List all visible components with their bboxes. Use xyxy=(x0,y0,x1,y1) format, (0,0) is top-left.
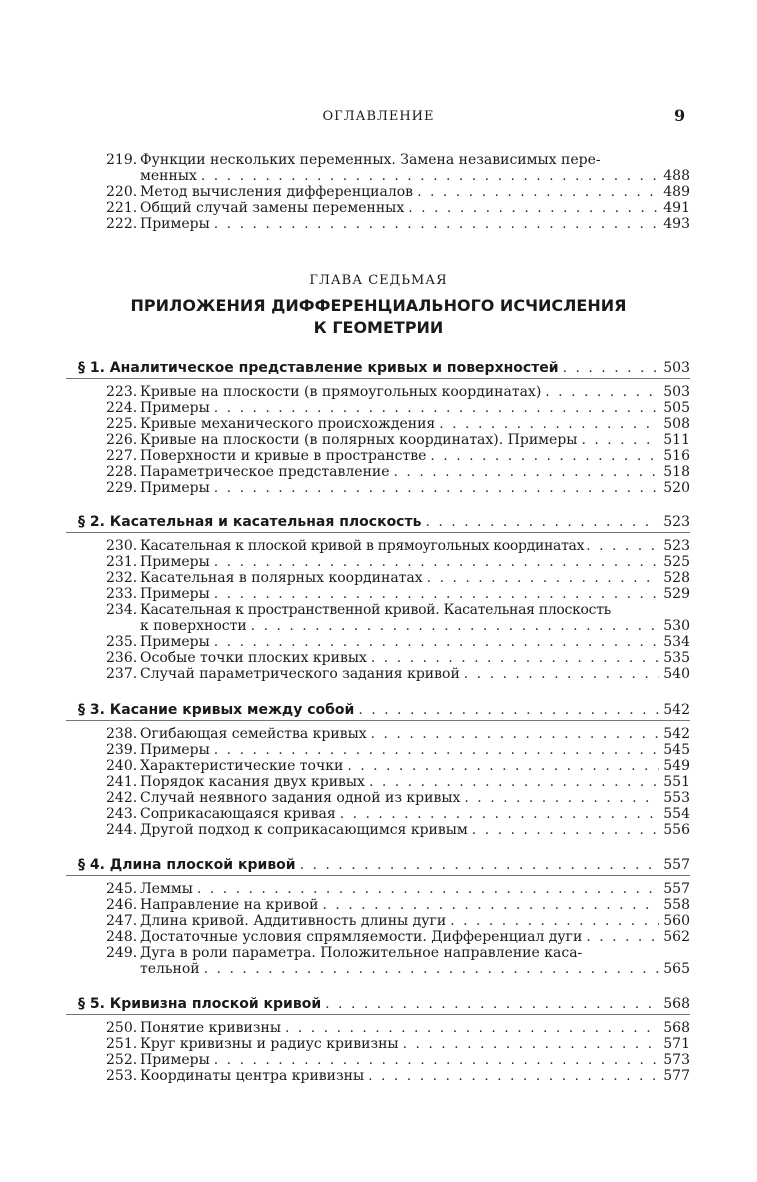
entry-title: Примеры xyxy=(140,634,210,650)
entry-number: 223. xyxy=(106,384,138,400)
toc-entry-250 xyxy=(106,1020,690,1037)
entry-number: 224. xyxy=(106,400,138,416)
entry-page: 565 xyxy=(663,961,690,977)
section-rule xyxy=(66,1014,690,1015)
toc-entry-252 xyxy=(106,1052,690,1069)
entry-number: 229. xyxy=(106,480,138,496)
dot-leader xyxy=(586,538,661,555)
section-title: § 2. Касательная и касательная плоскость xyxy=(78,514,422,530)
entry-number: 248. xyxy=(106,929,138,945)
entry-page: 488 xyxy=(663,168,690,184)
chapter-title-line-2: К ГЕОМЕТРИИ xyxy=(313,318,444,337)
dot-leader xyxy=(214,480,659,497)
dot-leader xyxy=(563,358,660,378)
entry-page: 571 xyxy=(663,1036,690,1052)
entry-page: 516 xyxy=(663,448,690,464)
dot-leader xyxy=(325,994,659,1014)
toc-entry-248 xyxy=(106,929,690,946)
dot-leader xyxy=(408,200,659,217)
dot-leader xyxy=(417,184,659,201)
dot-leader xyxy=(340,806,660,823)
entry-title: Кривые механического происхождения xyxy=(140,416,436,432)
entry-title: Примеры xyxy=(140,216,210,232)
dot-leader xyxy=(369,774,659,791)
dot-leader xyxy=(450,913,659,930)
entry-title: Дуга в роли параметра. Положительное направление каса- xyxy=(140,945,583,961)
section-page: 542 xyxy=(663,702,690,718)
section-rule xyxy=(66,378,690,379)
toc-entry-238 xyxy=(106,726,690,743)
toc-entry-224 xyxy=(106,400,690,417)
toc-entry-243 xyxy=(106,806,690,823)
entry-number: 243. xyxy=(106,806,138,822)
entry-page: 554 xyxy=(663,806,690,822)
entry-title: Общий случай замены переменных xyxy=(140,200,405,216)
entry-number: 244. xyxy=(106,822,138,838)
entry-title: Случай неявного задания одной из кривых xyxy=(140,790,461,806)
dot-leader xyxy=(371,650,659,667)
entry-page: 551 xyxy=(663,774,690,790)
toc-entry-249 xyxy=(106,945,690,962)
entry-page: 508 xyxy=(663,416,690,432)
entry-number: 252. xyxy=(106,1052,138,1068)
entry-title: Соприкасающаяся кривая xyxy=(140,806,336,822)
toc-entry-228 xyxy=(106,464,690,481)
entry-title-continuation: к поверхности xyxy=(140,618,247,634)
dot-leader xyxy=(214,554,659,571)
entry-title: Функции нескольких переменных. Замена независимых пере- xyxy=(140,152,601,168)
entry-title: Кривые на плоскости (в прямоугольных координатах) xyxy=(140,384,542,400)
section-1-heading xyxy=(78,358,690,378)
entry-title: Метод вычисления дифференциалов xyxy=(140,184,414,200)
entry-title: Примеры xyxy=(140,742,210,758)
section-title: § 3. Касание кривых между собой xyxy=(78,702,355,718)
entry-number: 221. xyxy=(106,200,138,216)
section-rule xyxy=(66,720,690,721)
toc-entry-239 xyxy=(106,742,690,759)
entry-page: 503 xyxy=(663,384,690,400)
toc-entry-222 xyxy=(106,216,690,233)
dot-leader xyxy=(197,881,659,898)
dot-leader xyxy=(214,216,659,233)
toc-entry-242 xyxy=(106,790,690,807)
dot-leader xyxy=(464,666,659,683)
entry-number: 239. xyxy=(106,742,138,758)
entry-number: 219. xyxy=(106,152,138,168)
toc-entry-219 xyxy=(106,152,690,169)
entry-number: 228. xyxy=(106,464,138,480)
toc-entry-244 xyxy=(106,822,690,839)
toc-entry-245 xyxy=(106,881,690,898)
dot-leader xyxy=(472,822,659,839)
section-2-heading xyxy=(78,512,690,532)
section-rule xyxy=(66,532,690,533)
entry-page: 542 xyxy=(663,726,690,742)
section-5-heading xyxy=(78,994,690,1014)
toc-entry-236 xyxy=(106,650,690,667)
dot-leader xyxy=(201,168,659,185)
entry-number: 232. xyxy=(106,570,138,586)
toc-entry-226 xyxy=(106,432,690,449)
entry-page: 549 xyxy=(663,758,690,774)
entry-number: 227. xyxy=(106,448,138,464)
entry-title: Координаты центра кривизны xyxy=(140,1068,365,1084)
dot-leader xyxy=(251,618,660,635)
dot-leader xyxy=(214,742,659,759)
dot-leader xyxy=(214,400,659,417)
entry-number: 247. xyxy=(106,913,138,929)
entry-title: Случай параметрического задания кривой xyxy=(140,666,460,682)
entry-page: 535 xyxy=(663,650,690,666)
dot-leader xyxy=(545,384,659,401)
dot-leader xyxy=(214,1052,659,1069)
entry-number: 249. xyxy=(106,945,138,961)
toc-entry-251 xyxy=(106,1036,690,1053)
toc-entry-246 xyxy=(106,897,690,914)
entry-number: 250. xyxy=(106,1020,138,1036)
toc-entry-233 xyxy=(106,586,690,603)
entry-number: 237. xyxy=(106,666,138,682)
toc-entry-240 xyxy=(106,758,690,775)
section-page: 503 xyxy=(663,360,690,376)
entry-number: 222. xyxy=(106,216,138,232)
entry-title: Характеристические точки xyxy=(140,758,344,774)
entry-title: Примеры xyxy=(140,480,210,496)
toc-entry-221 xyxy=(106,200,690,217)
toc-entry-234 xyxy=(106,602,690,619)
dot-leader xyxy=(430,448,659,465)
entry-title: Параметрическое представление xyxy=(140,464,390,480)
entry-page: 556 xyxy=(663,822,690,838)
entry-title: Леммы xyxy=(140,881,193,897)
entry-number: 226. xyxy=(106,432,138,448)
entry-title: Порядок касания двух кривых xyxy=(140,774,365,790)
dot-leader xyxy=(358,700,659,720)
entry-page: 529 xyxy=(663,586,690,602)
entry-page: 523 xyxy=(663,538,690,554)
toc-entry-234-continuation xyxy=(140,618,690,635)
entry-number: 234. xyxy=(106,602,138,618)
entry-page: 534 xyxy=(663,634,690,650)
entry-title: Огибающая семейства кривых xyxy=(140,726,367,742)
toc-entry-241 xyxy=(106,774,690,791)
entry-page: 560 xyxy=(663,913,690,929)
dot-leader xyxy=(214,634,659,651)
dot-leader xyxy=(394,464,660,481)
entry-number: 251. xyxy=(106,1036,138,1052)
dot-leader xyxy=(368,1068,659,1085)
entry-number: 246. xyxy=(106,897,138,913)
entry-title: Примеры xyxy=(140,586,210,602)
toc-entry-220 xyxy=(106,184,690,201)
entry-title: Кривые на плоскости (в полярных координатах). Примеры xyxy=(140,432,578,448)
entry-page: 511 xyxy=(663,432,690,448)
entry-title: Примеры xyxy=(140,1052,210,1068)
entry-number: 235. xyxy=(106,634,138,650)
dot-leader xyxy=(403,1036,660,1053)
entry-number: 240. xyxy=(106,758,138,774)
entry-page: 553 xyxy=(663,790,690,806)
entry-title: Другой подход к соприкасающимся кривым xyxy=(140,822,468,838)
dot-leader xyxy=(371,726,660,743)
entry-number: 241. xyxy=(106,774,138,790)
entry-page: 577 xyxy=(663,1068,690,1084)
entry-page: 530 xyxy=(663,618,690,634)
entry-title-continuation: менных xyxy=(140,168,197,184)
dot-leader xyxy=(427,570,660,587)
running-header: ОГЛАВЛЕНИЕ xyxy=(322,109,435,124)
toc-entry-225 xyxy=(106,416,690,433)
dot-leader xyxy=(347,758,659,775)
entry-number: 236. xyxy=(106,650,138,666)
entry-page: 489 xyxy=(663,184,690,200)
entry-page: 505 xyxy=(663,400,690,416)
dot-leader xyxy=(204,961,660,978)
entry-title: Примеры xyxy=(140,400,210,416)
dot-leader xyxy=(586,929,659,946)
entry-number: 230. xyxy=(106,538,138,554)
dot-leader xyxy=(581,432,659,449)
entry-page: 520 xyxy=(663,480,690,496)
entry-page: 528 xyxy=(663,570,690,586)
entry-title: Особые точки плоских кривых xyxy=(140,650,367,666)
section-title: § 1. Аналитическое представление кривых и поверхностей xyxy=(78,360,559,376)
entry-page: 493 xyxy=(663,216,690,232)
entry-page: 568 xyxy=(663,1020,690,1036)
entry-number: 245. xyxy=(106,881,138,897)
toc-entry-229 xyxy=(106,480,690,497)
dot-leader xyxy=(322,897,659,914)
toc-entry-231 xyxy=(106,554,690,571)
entry-page: 518 xyxy=(663,464,690,480)
entry-title: Направление на кривой xyxy=(140,897,319,913)
entry-page: 545 xyxy=(663,742,690,758)
entry-title: Круг кривизны и радиус кривизны xyxy=(140,1036,399,1052)
entry-title: Достаточные условия спрямляемости. Дифференциал дуги xyxy=(140,929,583,945)
entry-number: 238. xyxy=(106,726,138,742)
entry-page: 558 xyxy=(663,897,690,913)
entry-number: 242. xyxy=(106,790,138,806)
toc-entry-235 xyxy=(106,634,690,651)
dot-leader xyxy=(285,1020,659,1037)
entry-number: 233. xyxy=(106,586,138,602)
toc-entry-232 xyxy=(106,570,690,587)
toc-entry-227 xyxy=(106,448,690,465)
entry-number: 225. xyxy=(106,416,138,432)
entry-title: Поверхности и кривые в пространстве xyxy=(140,448,427,464)
entry-page: 562 xyxy=(663,929,690,945)
toc-entry-247 xyxy=(106,913,690,930)
entry-page: 525 xyxy=(663,554,690,570)
entry-page: 540 xyxy=(663,666,690,682)
section-page: 523 xyxy=(663,514,690,530)
dot-leader xyxy=(439,416,659,433)
section-4-heading xyxy=(78,855,690,875)
toc-entry-230 xyxy=(106,538,690,555)
entry-number: 253. xyxy=(106,1068,138,1084)
toc-entry-237 xyxy=(106,666,690,683)
entry-title: Касательная в полярных координатах xyxy=(140,570,423,586)
entry-title-continuation: тельной xyxy=(140,961,200,977)
chapter-title-line-1: ПРИЛОЖЕНИЯ ДИФФЕРЕНЦИАЛЬНОГО ИСЧИСЛЕНИЯ xyxy=(130,296,627,315)
page-number: 9 xyxy=(674,106,686,125)
entry-title: Примеры xyxy=(140,554,210,570)
entry-number: 231. xyxy=(106,554,138,570)
dot-leader xyxy=(214,586,659,603)
section-rule xyxy=(66,875,690,876)
entry-title: Касательная к пространственной кривой. Касательная плоскость xyxy=(140,602,611,618)
entry-number: 220. xyxy=(106,184,138,200)
entry-page: 573 xyxy=(663,1052,690,1068)
toc-entry-249-continuation xyxy=(140,961,690,978)
dot-leader xyxy=(464,790,659,807)
section-page: 557 xyxy=(663,857,690,873)
entry-page: 491 xyxy=(663,200,690,216)
section-3-heading xyxy=(78,700,690,720)
toc-entry-219-continuation xyxy=(140,168,690,185)
dot-leader xyxy=(425,512,659,532)
toc-entry-253 xyxy=(106,1068,690,1085)
section-title: § 4. Длина плоской кривой xyxy=(78,857,296,873)
entry-title: Касательная к плоской кривой в прямоугольных координатах xyxy=(140,538,585,554)
section-title: § 5. Кривизна плоской кривой xyxy=(78,996,322,1012)
entry-title: Длина кривой. Аддитивность длины дуги xyxy=(140,913,447,929)
toc-entry-223 xyxy=(106,384,690,401)
section-page: 568 xyxy=(663,996,690,1012)
dot-leader xyxy=(300,855,660,875)
chapter-label: ГЛАВА СЕДЬМАЯ xyxy=(309,273,448,288)
entry-title: Понятие кривизны xyxy=(140,1020,281,1036)
entry-page: 557 xyxy=(663,881,690,897)
